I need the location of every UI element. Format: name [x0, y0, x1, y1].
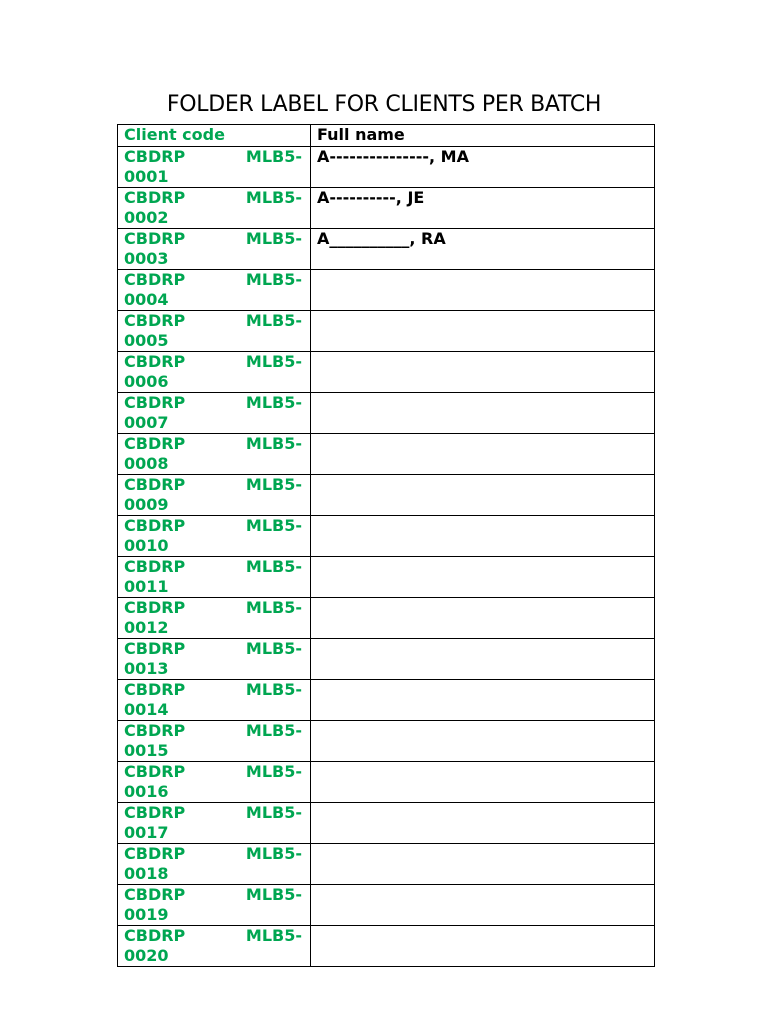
client-code-number: 0009 — [124, 495, 169, 514]
client-code-line — [124, 844, 310, 864]
client-code-cell — [118, 311, 311, 352]
client-code-batch: MLB5- — [245, 229, 302, 248]
client-label-table — [117, 124, 655, 967]
client-code-batch: MLB5- — [245, 516, 302, 535]
full-name-cell — [311, 762, 655, 803]
full-name-text — [317, 803, 654, 823]
client-code-cell — [118, 188, 311, 229]
full-name-text — [317, 926, 654, 946]
client-code-batch: MLB5- — [245, 147, 302, 166]
client-code-prefix: CBDRP — [124, 721, 186, 740]
table-row — [118, 270, 655, 311]
client-code-cell — [118, 598, 311, 639]
full-name-cell — [311, 721, 655, 762]
client-code-number: 0001 — [124, 167, 169, 186]
full-name-text — [317, 598, 654, 618]
table-row — [118, 721, 655, 762]
full-name-cell — [311, 229, 655, 270]
client-code-line — [124, 270, 310, 290]
client-code-prefix: CBDRP — [124, 311, 186, 330]
full-name-text — [317, 639, 654, 659]
client-code-number: 0018 — [124, 864, 169, 883]
table-row — [118, 639, 655, 680]
client-code-number: 0004 — [124, 290, 169, 309]
client-code-prefix: CBDRP — [124, 393, 186, 412]
header-full-name: Full name — [311, 125, 655, 147]
full-name-text: A__________, RA — [317, 229, 446, 248]
full-name-cell — [311, 475, 655, 516]
client-code-cell — [118, 885, 311, 926]
client-code-prefix: CBDRP — [124, 680, 186, 699]
client-code-prefix: CBDRP — [124, 229, 186, 248]
client-code-prefix: CBDRP — [124, 762, 186, 781]
client-code-prefix: CBDRP — [124, 598, 186, 617]
client-code-number: 0019 — [124, 905, 169, 924]
table-row — [118, 680, 655, 721]
full-name-text — [317, 352, 654, 372]
table-row — [118, 393, 655, 434]
table-row — [118, 147, 655, 188]
table-row — [118, 434, 655, 475]
client-code-line — [124, 762, 310, 782]
table-row — [118, 803, 655, 844]
client-code-number: 0011 — [124, 577, 169, 596]
full-name-cell — [311, 598, 655, 639]
client-code-number: 0002 — [124, 208, 169, 227]
table-row — [118, 557, 655, 598]
client-code-batch: MLB5- — [245, 270, 302, 289]
client-code-prefix: CBDRP — [124, 147, 186, 166]
full-name-text — [317, 516, 654, 536]
client-code-prefix: CBDRP — [124, 844, 186, 863]
client-code-number: 0003 — [124, 249, 169, 268]
full-name-text — [317, 680, 654, 700]
client-code-cell — [118, 680, 311, 721]
table-row — [118, 762, 655, 803]
client-code-prefix: CBDRP — [124, 270, 186, 289]
client-code-cell — [118, 270, 311, 311]
client-code-cell — [118, 762, 311, 803]
table-row — [118, 475, 655, 516]
client-code-line — [124, 885, 310, 905]
table-row — [118, 926, 655, 967]
client-code-number: 0016 — [124, 782, 169, 801]
client-code-batch: MLB5- — [245, 762, 302, 781]
full-name-cell — [311, 844, 655, 885]
full-name-text — [317, 475, 654, 495]
full-name-text — [317, 270, 654, 290]
table-row — [118, 516, 655, 557]
client-code-number: 0017 — [124, 823, 169, 842]
client-code-batch: MLB5- — [245, 680, 302, 699]
client-code-line — [124, 926, 310, 946]
client-code-line — [124, 475, 310, 495]
header-client-code: Client code — [118, 125, 311, 147]
client-code-batch: MLB5- — [245, 352, 302, 371]
client-code-cell — [118, 434, 311, 475]
client-code-cell — [118, 352, 311, 393]
client-code-batch: MLB5- — [245, 475, 302, 494]
client-code-cell — [118, 844, 311, 885]
full-name-cell — [311, 434, 655, 475]
client-code-batch: MLB5- — [245, 926, 302, 945]
client-code-batch: MLB5- — [245, 557, 302, 576]
full-name-cell — [311, 147, 655, 188]
client-code-batch: MLB5- — [245, 188, 302, 207]
table-row — [118, 598, 655, 639]
client-code-number: 0008 — [124, 454, 169, 473]
client-code-line — [124, 598, 310, 618]
client-code-number: 0015 — [124, 741, 169, 760]
full-name-cell — [311, 680, 655, 721]
full-name-cell — [311, 926, 655, 967]
client-code-line — [124, 229, 310, 249]
client-code-batch: MLB5- — [245, 311, 302, 330]
client-label-table-body — [118, 125, 655, 967]
full-name-text — [317, 762, 654, 782]
table-row — [118, 229, 655, 270]
client-code-cell — [118, 147, 311, 188]
page-title: FOLDER LABEL FOR CLIENTS PER BATCH — [166, 92, 602, 117]
client-code-batch: MLB5- — [245, 434, 302, 453]
client-code-line — [124, 393, 310, 413]
client-code-number: 0014 — [124, 700, 169, 719]
client-code-line — [124, 803, 310, 823]
full-name-cell — [311, 557, 655, 598]
full-name-cell — [311, 352, 655, 393]
full-name-text — [317, 434, 654, 454]
client-code-number: 0006 — [124, 372, 169, 391]
full-name-cell — [311, 885, 655, 926]
table-row — [118, 311, 655, 352]
full-name-text — [317, 311, 654, 331]
client-code-line — [124, 311, 310, 331]
client-code-line — [124, 721, 310, 741]
client-code-prefix: CBDRP — [124, 639, 186, 658]
full-name-cell — [311, 311, 655, 352]
client-code-line — [124, 352, 310, 372]
client-code-line — [124, 557, 310, 577]
table-row — [118, 188, 655, 229]
client-code-cell — [118, 516, 311, 557]
client-code-prefix: CBDRP — [124, 803, 186, 822]
client-code-prefix: CBDRP — [124, 475, 186, 494]
table-row — [118, 352, 655, 393]
client-code-cell — [118, 393, 311, 434]
client-code-line — [124, 516, 310, 536]
full-name-text — [317, 721, 654, 741]
client-code-cell — [118, 229, 311, 270]
client-code-line — [124, 680, 310, 700]
client-code-cell — [118, 926, 311, 967]
client-code-number: 0013 — [124, 659, 169, 678]
full-name-cell — [311, 270, 655, 311]
full-name-cell — [311, 516, 655, 557]
client-code-number: 0007 — [124, 413, 169, 432]
client-code-cell — [118, 721, 311, 762]
client-code-cell — [118, 475, 311, 516]
full-name-text — [317, 885, 654, 905]
client-code-line — [124, 147, 310, 167]
client-code-number: 0010 — [124, 536, 169, 555]
client-code-line — [124, 188, 310, 208]
full-name-text: A---------------, MA — [317, 147, 469, 166]
client-code-line — [124, 639, 310, 659]
client-code-prefix: CBDRP — [124, 885, 186, 904]
client-code-batch: MLB5- — [245, 844, 302, 863]
client-code-number: 0012 — [124, 618, 169, 637]
full-name-cell — [311, 803, 655, 844]
table-row — [118, 844, 655, 885]
full-name-text — [317, 844, 654, 864]
client-code-prefix: CBDRP — [124, 557, 186, 576]
client-code-prefix: CBDRP — [124, 188, 186, 207]
client-code-prefix: CBDRP — [124, 434, 186, 453]
client-code-prefix: CBDRP — [124, 926, 186, 945]
client-code-cell — [118, 803, 311, 844]
client-code-number: 0020 — [124, 946, 169, 965]
client-code-line — [124, 434, 310, 454]
full-name-text — [317, 557, 654, 577]
full-name-text — [317, 393, 654, 413]
full-name-cell — [311, 639, 655, 680]
client-code-batch: MLB5- — [245, 803, 302, 822]
client-code-batch: MLB5- — [245, 721, 302, 740]
client-code-cell — [118, 557, 311, 598]
table-row — [118, 885, 655, 926]
client-code-cell — [118, 639, 311, 680]
client-code-prefix: CBDRP — [124, 516, 186, 535]
client-code-batch: MLB5- — [245, 885, 302, 904]
table-header-row — [118, 125, 655, 147]
full-name-cell — [311, 393, 655, 434]
client-code-batch: MLB5- — [245, 639, 302, 658]
client-code-batch: MLB5- — [245, 393, 302, 412]
full-name-cell — [311, 188, 655, 229]
full-name-text: A----------, JE — [317, 188, 425, 207]
client-code-prefix: CBDRP — [124, 352, 186, 371]
client-code-batch: MLB5- — [245, 598, 302, 617]
client-code-number: 0005 — [124, 331, 169, 350]
